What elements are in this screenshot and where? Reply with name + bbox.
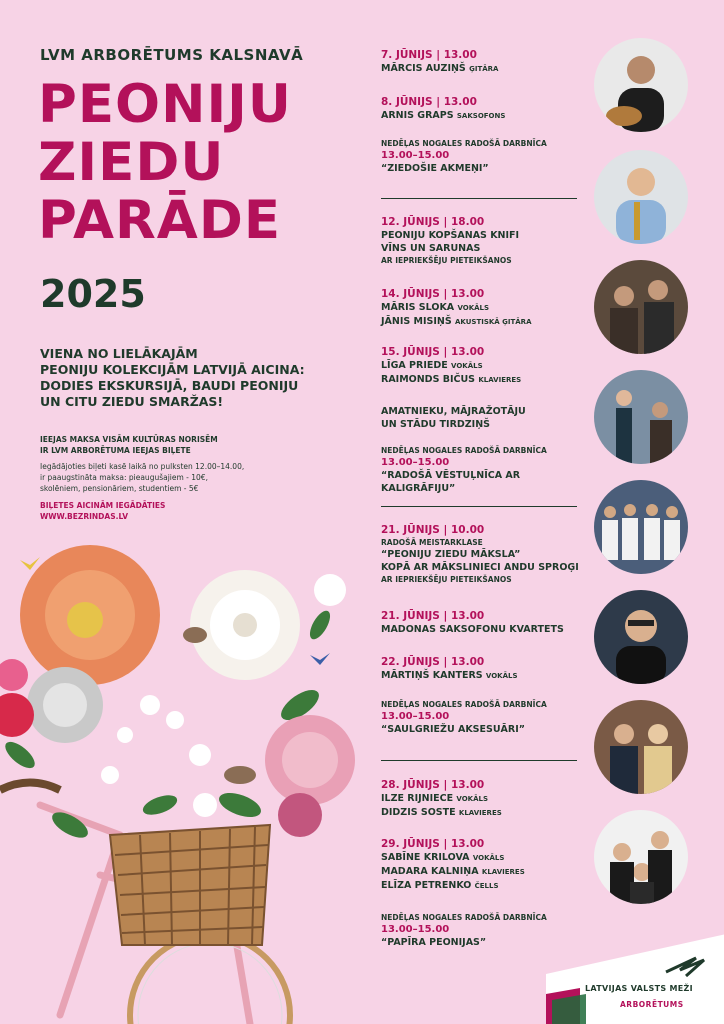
performer-role: SAKSOFONS	[456, 112, 506, 120]
performer-photo	[594, 38, 688, 132]
price-line: Iegādājoties biļeti kasē laikā no pulksten 12.00–14.00,	[40, 462, 245, 471]
lvm-logo	[546, 934, 724, 1024]
workshop-name: “SAULGRIEŽU AKSESUĀRI”	[381, 724, 526, 735]
event-date: 22. JŪNIJS | 13.00	[381, 656, 485, 668]
event-date: 28. JŪNIJS | 13.00	[381, 779, 485, 791]
workshop-label: NEDĒĻAS NOGALES RADOŠĀ DARBNĪCA	[381, 913, 547, 922]
pink-peony-icon	[265, 715, 355, 837]
performer-role: VOKĀLS	[485, 672, 518, 680]
performer-name: RAIMONDS BIČUS	[381, 374, 476, 385]
performer-photo	[594, 370, 688, 464]
workshop-time: 13.00–15.00	[381, 150, 450, 161]
event-item	[381, 288, 591, 329]
event-date: 21. JŪNIJS | 13.00	[381, 610, 485, 622]
venue-name: LVM ARBORĒTUMS KALSNAVĀ	[40, 46, 304, 64]
event-date: 15. JŪNIJS | 13.00	[381, 346, 485, 358]
logo-subtitle: ARBORĒTUMS	[620, 1000, 684, 1009]
performer-name: ILZE RIJNIECE	[381, 793, 454, 804]
event-item	[381, 49, 591, 76]
performer-name: DIDZIS SOSTE	[381, 807, 456, 818]
divider	[381, 760, 577, 761]
event-date: 8. JŪNIJS | 13.00	[381, 96, 477, 108]
performer-name: ELĪZA PETRENKO	[381, 880, 472, 891]
performer-role: ČELLS	[474, 882, 499, 890]
event-date: 14. JŪNIJS | 13.00	[381, 288, 485, 300]
performer-photo	[594, 810, 688, 904]
workshop-time: 13.00–15.00	[381, 924, 450, 935]
event-item	[381, 346, 591, 387]
logo-name: LATVIJAS VALSTS MEŽI	[585, 984, 693, 993]
handlebar-icon	[0, 783, 60, 791]
event-note: AR IEPRIEKŠĒJU PIETEIKŠANOS	[381, 575, 512, 584]
workshop-label: NEDĒĻAS NOGALES RADOŠĀ DARBNĪCA	[381, 700, 547, 709]
price-line: ir paaugstināta maksa: pieaugušajiem - 10€,	[40, 473, 208, 482]
performer-role: VOKĀLS	[451, 362, 483, 370]
white-peony-icon	[190, 570, 300, 680]
title-line: PEONIJU	[38, 74, 292, 135]
ticket-label: BIĻETES AICINĀM IEGĀDĀTIES	[40, 501, 166, 510]
workshop-item	[381, 138, 591, 175]
event-item	[381, 610, 591, 636]
event-line: UN STĀDU TIRDZIŅŠ	[381, 419, 490, 430]
performer-role: KLAVIERES	[478, 376, 522, 384]
event-date: 12. JŪNIJS | 18.00	[381, 216, 485, 228]
performer-name: MADONAS SAKSOFONU KVARTETS	[381, 624, 564, 635]
performer-photo	[594, 590, 688, 684]
wheel-icon	[130, 935, 290, 1024]
event-line: VĪNS UN SARUNAS	[381, 243, 481, 254]
performer-role: VOKĀLS	[457, 304, 490, 312]
workshop-item	[381, 445, 591, 495]
performer-name: MĀRIS SLOKA	[381, 302, 455, 313]
performer-name: MĀRTIŅŠ KANTERS	[381, 670, 483, 681]
performer-role: VOKĀLS	[472, 854, 505, 862]
ticket-link[interactable]: WWW.BEZRINDAS.LV	[40, 512, 129, 521]
performer-photo	[594, 150, 688, 244]
performer-name: ARNIS GRAPS	[381, 110, 454, 121]
event-line: “PEONIJU ZIEDU MĀKSLA”	[381, 549, 521, 560]
performer-role: KLAVIERES	[458, 809, 502, 817]
title-line: ZIEDU	[38, 132, 225, 193]
event-item	[381, 838, 591, 893]
event-note: AR IEPRIEKŠĒJU PIETEIKŠANOS	[381, 256, 512, 265]
event-item	[381, 216, 591, 266]
workshop-label: NEDĒĻAS NOGALES RADOŠĀ DARBNĪCA	[381, 446, 547, 455]
performer-name: LĪGA PRIEDE	[381, 360, 448, 371]
divider	[381, 198, 577, 199]
performer-role: AKUSTISKĀ ĢITĀRA	[455, 318, 532, 326]
workshop-item	[381, 699, 591, 736]
performer-photo	[594, 700, 688, 794]
entry-line: IR LVM ARBORĒTUMA IEEJAS BIĻETE	[40, 446, 191, 455]
event-item	[381, 96, 591, 123]
basket-icon	[110, 825, 270, 945]
gray-peony-icon	[27, 667, 103, 743]
intro-text	[40, 346, 360, 410]
event-year: 2025	[40, 272, 146, 316]
performer-name: SABĪNE KRILOVA	[381, 852, 470, 863]
price-line: skolēniem, pensionāriem, studentiem - 5€	[40, 484, 199, 493]
event-date: 21. JŪNIJS | 10.00	[381, 524, 485, 536]
intro-line: PEONIJU KOLEKCIJĀM LATVIJĀ AICINA:	[40, 362, 305, 377]
performer-name: MĀRCIS AUZIŅŠ	[381, 63, 466, 74]
workshop-name: “PAPĪRA PEONIJAS”	[381, 937, 487, 948]
event-line: KOPĀ AR MĀKSLINIECI ANDU SPROĢI	[381, 562, 579, 573]
performer-role: ĢITĀRA	[469, 65, 499, 73]
event-date: 7. JŪNIJS | 13.00	[381, 49, 477, 61]
entry-line: IEEJAS MAKSA VISĀM KULTŪRAS NORISĒM	[40, 435, 218, 444]
workshop-name: “ZIEDOŠIE AKMEŅI”	[381, 163, 489, 174]
performer-role: VOKĀLS	[456, 795, 489, 803]
performer-photo	[594, 480, 688, 574]
entry-info	[40, 434, 360, 456]
market-item	[381, 405, 591, 431]
orange-peony-icon	[20, 545, 160, 685]
performer-name: MADARA KALNIŅA	[381, 866, 479, 877]
flower-bicycle-illustration	[0, 505, 370, 1024]
event-item	[381, 524, 591, 585]
event-title	[38, 76, 292, 250]
workshop-time: 13.00–15.00	[381, 711, 450, 722]
workshop-name: “RADOŠĀ VĒSTUĻNĪCA AR KALIGRĀFIJU”	[381, 470, 521, 494]
performer-name: JĀNIS MISIŅŠ	[381, 316, 452, 327]
event-line: PEONIJU KOPŠANAS KNIFI	[381, 230, 520, 241]
performer-photo	[594, 260, 688, 354]
divider	[381, 506, 577, 507]
event-line: AMATNIEKU, MĀJRAŽOTĀJU	[381, 406, 526, 417]
performer-role: KLAVIERES	[481, 868, 525, 876]
intro-line: DODIES EKSKURSIJĀ, BAUDI PEONIJU	[40, 378, 299, 393]
event-item	[381, 779, 591, 820]
workshop-label: NEDĒĻAS NOGALES RADOŠĀ DARBNĪCA	[381, 139, 547, 148]
event-date: 29. JŪNIJS | 13.00	[381, 838, 485, 850]
intro-line: UN CITU ZIEDU SMARŽAS!	[40, 394, 224, 409]
workshop-time: 13.00–15.00	[381, 457, 450, 468]
event-item	[381, 656, 591, 683]
intro-line: VIENA NO LIELĀKAJĀM	[40, 346, 198, 361]
price-info	[40, 461, 360, 494]
title-line: PARĀDE	[38, 190, 282, 251]
event-subtitle: RADOŠĀ MEISTARKLASE	[381, 538, 483, 547]
